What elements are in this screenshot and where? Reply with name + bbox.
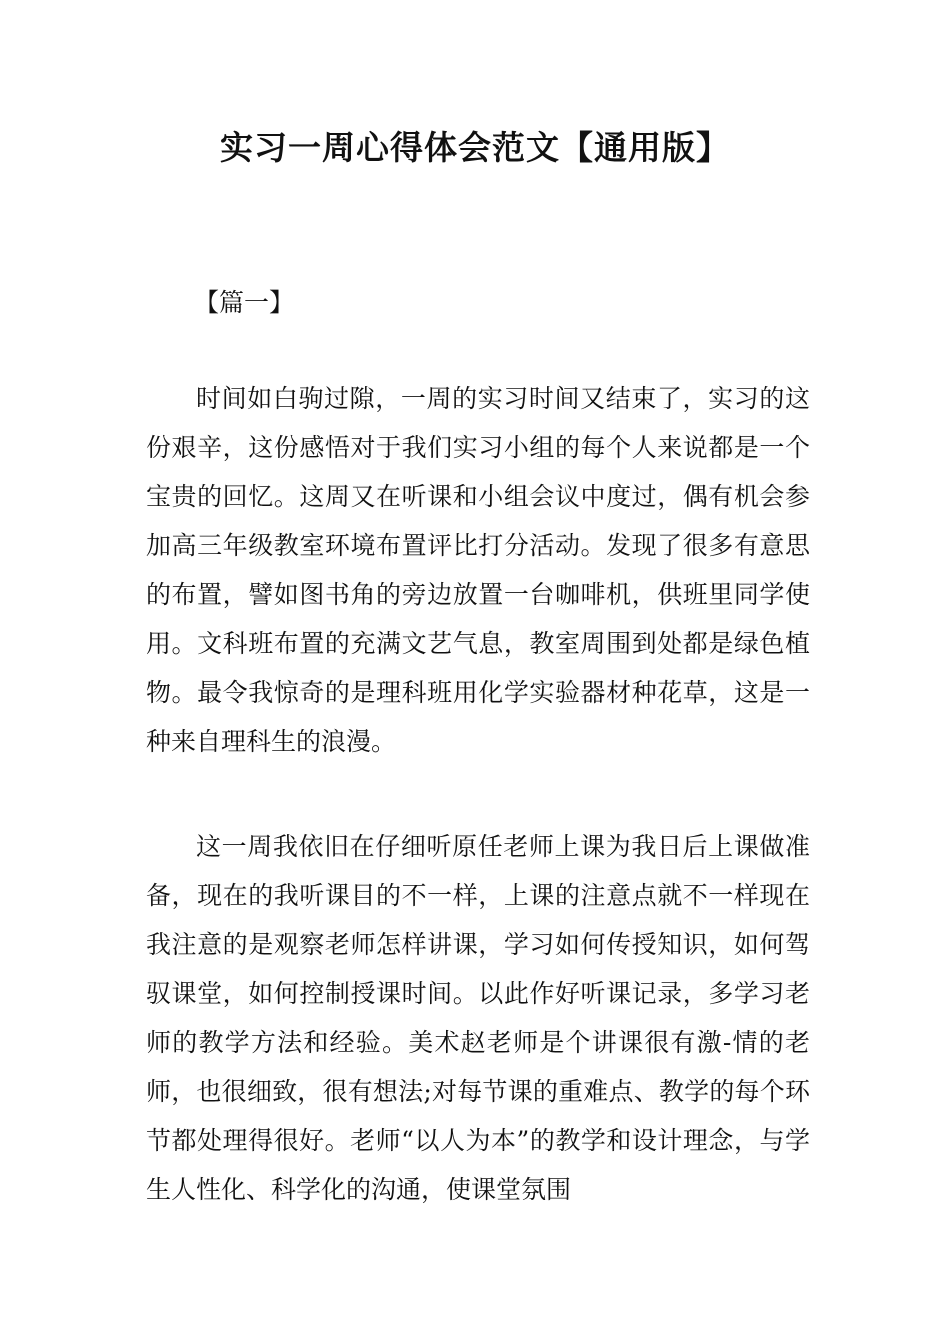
document-title: 实习一周心得体会范文【通用版】 bbox=[220, 128, 730, 167]
section-label: 【篇一】 bbox=[194, 288, 295, 317]
paragraph-2: 这一周我依旧在仔细听原任老师上课为我日后上课做准备，现在的我听课目的不一样，上课的注意点就不一样现在我注意的是观察老师怎样讲课，学习如何传授知识，如何驾驭课堂，如何控制授课时间。以此作好听课记录，多学习老师的教学方法和经验。美术赵老师是个讲课很有激-情的老师，也很细致，很有想法;对每节课的重难点、教学的每个环节都处理得很好。老师“以人为本”的教学和设计理念，与学生人性化、科学化的沟通，使课堂氛围 bbox=[146, 832, 810, 1204]
paragraph-1: 时间如白驹过隙，一周的实习时间又结束了，实习的这份艰辛，这份感悟对于我们实习小组的每个人来说都是一个宝贵的回忆。这周又在听课和小组会议中度过，偶有机会参加高三年级教室环境布置评比打分活动。发现了很多有意思的布置，譬如图书角的旁边放置一台咖啡机，供班里同学使用。文科班布置的充满文艺气息，教室周围到处都是绿色植物。最令我惊奇的是理科班用化学实验器材种花草，这是一种来自理科生的浪漫。 bbox=[146, 384, 810, 756]
